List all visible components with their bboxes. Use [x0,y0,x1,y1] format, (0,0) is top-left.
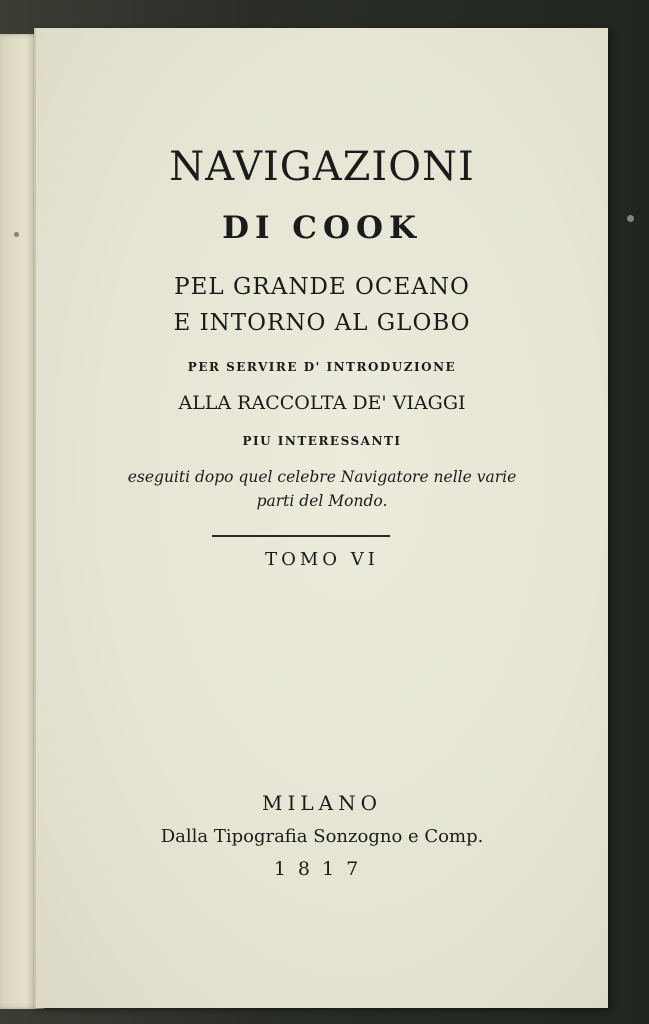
title-line-2: DI COOK [222,210,422,246]
title-page [34,28,608,1008]
scan-dust-mark [627,215,634,222]
subtitle-line-3: PER SERVIRE D' INTRODUZIONE [187,360,457,374]
divider-rule [212,535,390,537]
imprint-year: 1817 [273,858,371,880]
subtitle-line-2: E INTORNO AL GLOBO [173,310,471,336]
imprint-city: MILANO [262,791,382,815]
imprint-printer: Dalla Tipografia Sonzogno e Comp. [160,826,484,847]
subtitle-line-5: PIU INTERESSANTI [242,434,402,448]
description-line-1: eseguiti dopo quel celebre Navigatore nelle varie [127,468,517,486]
description-line-2: parti del Mondo. [256,492,388,510]
subtitle-line-1: PEL GRANDE OCEANO [174,274,470,300]
volume-label: TOMO VI [265,549,379,570]
scan-dust-mark [14,232,19,237]
title-line-1: NAVIGAZIONI [169,144,475,190]
subtitle-line-4: ALLA RACCOLTA DE' VIAGGI [178,392,466,414]
